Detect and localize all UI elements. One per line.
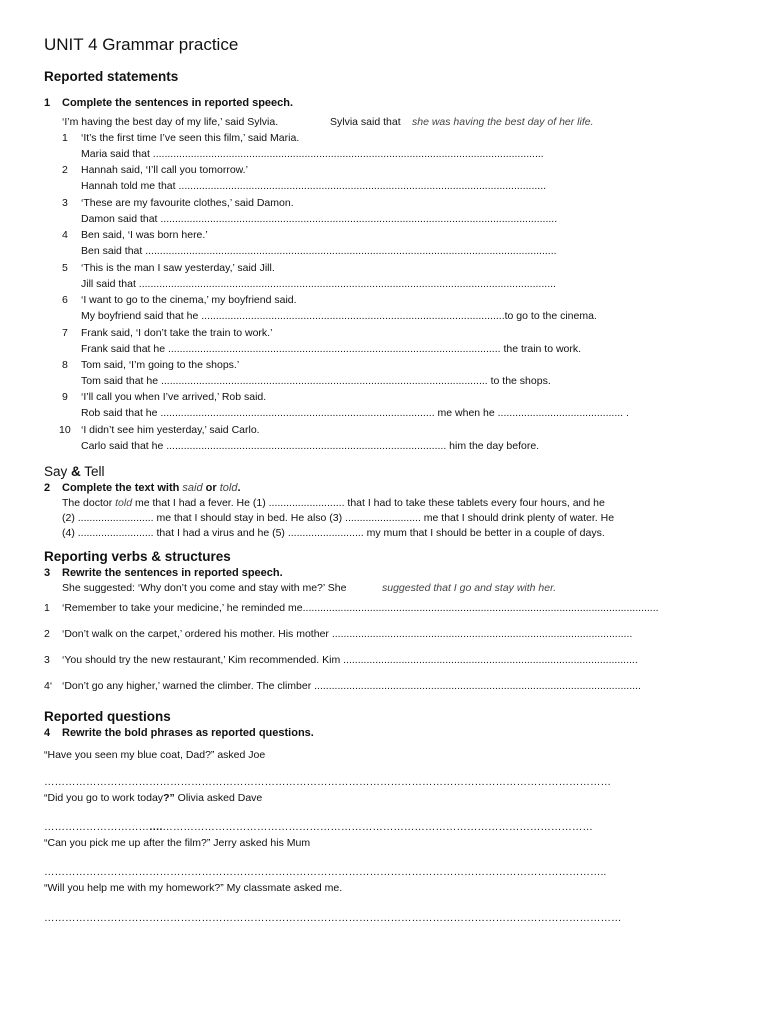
exercise-number-3: 3 bbox=[44, 567, 51, 579]
instruction-told: told bbox=[219, 482, 238, 494]
answer-line[interactable] bbox=[44, 821, 593, 833]
item-text-line[interactable]: ‘You should try the new restaurant,’ Kim recommended. Kim ..................................................................................................... bbox=[62, 654, 638, 666]
example-answer: suggested that I go and stay with her. bbox=[382, 582, 557, 594]
item-number: 4‘ bbox=[44, 680, 53, 692]
example-answer: she was having the best day of her life. bbox=[412, 116, 594, 128]
item-quote: ‘It’s the first time I’ve seen this film,’ said Maria. bbox=[81, 132, 300, 144]
item-quote: Tom said, ‘I’m going to the shops.’ bbox=[81, 359, 240, 371]
page-title: UNIT 4 Grammar practice bbox=[44, 35, 239, 54]
item-quote: ‘I didn’t see him yesterday,’ said Carlo. bbox=[81, 424, 260, 436]
item-answer-line[interactable]: Jill said that ............................................................................................................................................... bbox=[81, 278, 556, 290]
item-number: 9 bbox=[62, 391, 68, 403]
item-text-line[interactable]: ‘Don’t go any higher,’ warned the climber. The climber ................................................................................................................ bbox=[62, 680, 641, 692]
question-text bbox=[44, 792, 262, 804]
exercise-number-2: 2 bbox=[44, 482, 51, 494]
item-answer-line[interactable]: My boyfriend said that he ........................................................................................................to go to the cinema. bbox=[81, 310, 597, 322]
question-text: “Can you pick me up after the film?” Jerry asked his Mum bbox=[44, 837, 311, 849]
item-number: 3 bbox=[62, 197, 68, 209]
item-answer-line[interactable]: Maria said that ...................................................................................................................................... bbox=[81, 148, 544, 160]
answer-line[interactable]: ……………………………………………………………………………………………………………………………………………… bbox=[44, 776, 611, 788]
question-part: Olivia asked Dave bbox=[174, 792, 263, 804]
text: me that I had a fever. He (1) .......................... that I had to take these tablets every four hours, and he bbox=[134, 497, 605, 509]
instruction-said: said bbox=[182, 482, 203, 494]
heading-ampersand: & bbox=[71, 464, 81, 479]
instruction-text: Complete the text with bbox=[62, 482, 180, 494]
item-number: 1 bbox=[44, 602, 50, 614]
item-quote: Ben said, ‘I was born here.’ bbox=[81, 229, 208, 241]
gap-fill-line-1[interactable] bbox=[62, 497, 605, 509]
instruction-or: or bbox=[205, 482, 217, 494]
dots: ………………………… bbox=[44, 821, 149, 833]
item-quote: ‘These are my favourite clothes,’ said Damon. bbox=[81, 197, 294, 209]
section-heading-say-tell bbox=[44, 464, 105, 479]
exercise-instruction-4: Rewrite the bold phrases as reported questions. bbox=[62, 727, 314, 739]
item-number: 1 bbox=[62, 132, 68, 144]
answer-line[interactable]: ………………………………………………………………………………………………………………………………………………… bbox=[44, 912, 622, 924]
exercise-instruction-1: Complete the sentences in reported speech. bbox=[62, 97, 294, 109]
dots-bold: …. bbox=[149, 821, 163, 833]
section-heading-reported-statements: Reported statements bbox=[44, 69, 179, 84]
item-answer-line[interactable]: Rob said that he .............................................................................................. me when he ........................................... . bbox=[81, 407, 629, 419]
exercise-instruction-2 bbox=[62, 482, 241, 494]
item-answer-line[interactable]: Carlo said that he ................................................................................................ him the day before. bbox=[81, 440, 540, 452]
example-prefix: She suggested: ‘Why don’t you come and stay with me?’ She bbox=[62, 582, 347, 594]
section-heading-reported-questions: Reported questions bbox=[44, 709, 171, 724]
item-answer-line[interactable]: Ben said that ............................................................................................................................................. bbox=[81, 245, 557, 257]
item-answer-line[interactable]: Damon said that ........................................................................................................................................ bbox=[81, 213, 558, 225]
dots: …………………………………………………………………………………………………………… bbox=[162, 821, 593, 833]
text: The doctor bbox=[62, 497, 113, 509]
item-number: 8 bbox=[62, 359, 68, 371]
item-number: 4 bbox=[62, 229, 68, 241]
gap-fill-line-3[interactable]: (4) .......................... that I had a virus and he (5) .......................... my mum that I should be better in a couple of days. bbox=[62, 527, 605, 539]
example-quote: ‘I’m having the best day of my life,’ said Sylvia. bbox=[62, 116, 279, 128]
item-quote: ‘I want to go to the cinema,’ my boyfriend said. bbox=[81, 294, 297, 306]
exercise-number-4: 4 bbox=[44, 727, 51, 739]
section-heading-reporting-verbs: Reporting verbs & structures bbox=[44, 549, 231, 564]
item-quote: Frank said, ‘I don’t take the train to work.’ bbox=[81, 327, 273, 339]
example-answer-prefix: Sylvia said that bbox=[330, 116, 401, 128]
question-text: “Have you seen my blue coat, Dad?” asked Joe bbox=[44, 749, 266, 761]
item-number: 5 bbox=[62, 262, 68, 274]
question-bold-part: ?” bbox=[163, 792, 175, 804]
item-number: 6 bbox=[62, 294, 68, 306]
answer-line[interactable]: …………………………………………………………………………………………………………………………………………….. bbox=[44, 866, 607, 878]
gap-fill-line-2[interactable]: (2) .......................... me that I should stay in bed. He also (3) .......................... me that I should drink plenty of water. He bbox=[62, 512, 615, 524]
exercise-number-1: 1 bbox=[44, 97, 51, 109]
item-number: 2 bbox=[44, 628, 50, 640]
item-quote: ‘I’ll call you when I’ve arrived,’ Rob said. bbox=[81, 391, 267, 403]
item-quote: ‘This is the man I saw yesterday,’ said Jill. bbox=[81, 262, 275, 274]
item-text-line[interactable]: ‘Don’t walk on the carpet,’ ordered his mother. His mother ....................................................................................................... bbox=[62, 628, 633, 640]
item-number: 3 bbox=[44, 654, 50, 666]
item-answer-line[interactable]: Frank said that he .................................................................................................................. the train to work. bbox=[81, 343, 582, 355]
item-text-line[interactable]: ‘Remember to take your medicine,’ he reminded me.......................................................................................................................... bbox=[62, 602, 659, 614]
example-told: told bbox=[115, 497, 133, 509]
question-part: “Did you go to work today bbox=[44, 792, 164, 804]
item-number: 2 bbox=[62, 164, 68, 176]
heading-say: Say bbox=[44, 464, 68, 479]
instruction-end: . bbox=[237, 482, 241, 494]
exercise-instruction-3: Rewrite the sentences in reported speech. bbox=[62, 567, 283, 579]
heading-tell: Tell bbox=[84, 464, 105, 479]
item-answer-line[interactable]: Tom said that he ................................................................................................................ to the shops. bbox=[81, 375, 551, 387]
question-text: “Will you help me with my homework?” My classmate asked me. bbox=[44, 882, 343, 894]
item-answer-line[interactable]: Hannah told me that .............................................................................................................................. bbox=[81, 180, 547, 192]
item-quote: Hannah said, ‘I’ll call you tomorrow.’ bbox=[81, 164, 248, 176]
item-number: 7 bbox=[62, 327, 68, 339]
item-number: 10 bbox=[59, 424, 71, 436]
